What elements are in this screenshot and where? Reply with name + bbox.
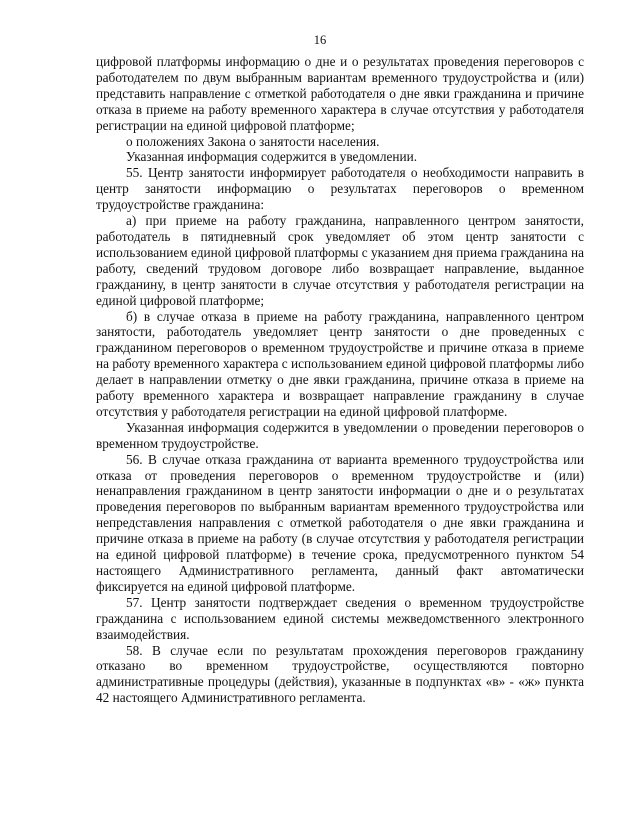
document-body <box>96 54 584 706</box>
page-number: 16 <box>313 33 327 47</box>
paragraph-56: 56. В случае отказа гражданина от варианта временного трудоустройства или отказа от проведения переговоров о временном трудоустройстве и (или) ненаправления гражданином в центр занятости информации о дне и о результатах проведения переговоров по выбранным вариантам временного трудоустройства или непредставления направления с отметкой работодателя о дне явки гражданина и причине отказа в приеме на работу (в случае отсутствия у работодателя регистрации на единой цифровой платформе) в течение срока, предусмотренного пунктом 54 настоящего Административного регламента, данный факт автоматически фиксируется на единой цифровой платформе. <box>96 451 584 594</box>
paragraph-negotiation-notice: Указанная информация содержится в уведомлении о проведении переговоров о временном трудоустройстве. <box>96 419 584 451</box>
paragraph-notice-info: Указанная информация содержится в уведомлении. <box>126 149 418 165</box>
paragraph-55-b: б) в случае отказа в приеме на работу гражданина, направленного центром занятости, работодатель уведомляет центр занятости о дне проведенных с гражданином переговоров о временном трудоустройстве и причине отказа в приеме на работу временного характера с использованием единой цифровой платформы либо делает в направлении отметку о дне явки гражданина, причине отказа в приеме на работу временного характера и возвращает направление гражданину в случае отсутствия у работодателя регистрации на единой цифровой платформе. <box>96 308 584 419</box>
paragraph-55: 55. Центр занятости информирует работодателя о необходимости направить в центр занятости информацию о результатах переговоров о временном трудоустройстве гражданина: <box>96 165 584 213</box>
paragraph-law-provisions: о положениях Закона о занятости населения. <box>126 133 380 149</box>
paragraph-57: 57. Центр занятости подтверждает сведения о временном трудоустройстве гражданина с использованием единой системы межведомственного электронного взаимодействия. <box>96 594 584 642</box>
paragraph-55-a: а) при приеме на работу гражданина, направленного центром занятости, работодатель в пятидневный срок уведомляет об этом центр занятости с использованием единой цифровой платформы с указанием дня приема гражданина на работу, сведений трудовом договоре либо возвращает направление, выданное гражданину, в центр занятости в случае отсутствия у работодателя регистрации на единой цифровой платформе; <box>96 213 584 308</box>
paragraph-continuation: цифровой платформы информацию о дне и о результатах проведения переговоров с работодателем по двум выбранным вариантам временного трудоустройства и (или) представить направление с отметкой работодателя о дне явки гражданина и причине отказа в приеме на работу временного характера в случае отсутствия у работодателя регистрации на единой цифровой платформе; <box>96 54 584 133</box>
paragraph-58: 58. В случае если по результатам прохождения переговоров гражданину отказано во временном трудоустройстве, осуществляются повторно административные процедуры (действия), указанные в подпунктах «в» - «ж» пункта 42 настоящего Административного регламента. <box>96 642 584 706</box>
